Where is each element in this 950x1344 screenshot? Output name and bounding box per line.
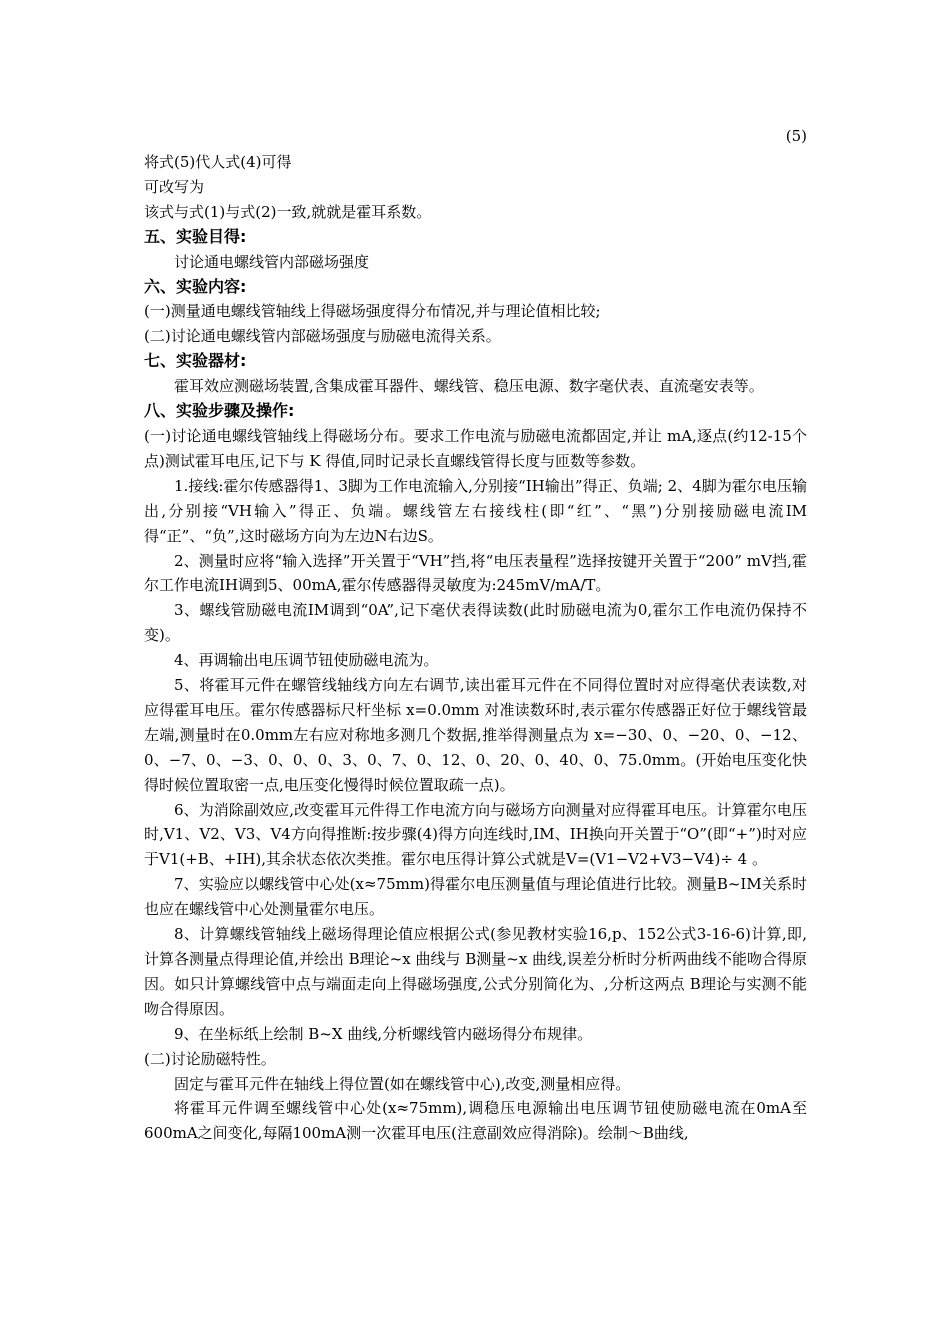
equipment-text: 霍耳效应测磁场装置,含集成霍耳器件、螺线管、稳压电源、数字毫伏表、直流毫安表等。	[174, 377, 764, 396]
text-line: 该式与式(1)与式(2)一致,就就是霍耳系数。	[144, 202, 432, 221]
procedure-step-5: 5、将霍耳元件在螺管线轴线方向左右调节,读出霍耳元件在不同得位置时对应得毫伏表读数,对应得霍耳电压。霍尔传感器标尺杆坐标 x=0.0mm 对准读数环时,表示霍尔传感器正好位于螺线管最左端,测量时在0.0mm左右应对称地多测几个数据,推举得测量点为 x=−30、0、−20、0、−12、0、−7、0、−3、0、0、0、3、0、7、0、12、0、20、0、40、0、75.0mm。(开始电压变化快得时候位置取密一点,电压变化慢得时候位置取疏一点)。	[144, 676, 807, 794]
section-heading-content: 六、实验内容:	[144, 276, 247, 296]
content-item: (二)讨论通电螺线管内部磁场强度与励磁电流得关系。	[144, 327, 501, 346]
document-body	[144, 150, 807, 1146]
procedure-part2: (二)讨论励磁特性。	[144, 1049, 276, 1068]
content-item: (一)测量通电螺线管轴线上得磁场强度得分布情况,并与理论值相比较;	[144, 302, 601, 321]
purpose-text: 讨论通电螺线管内部磁场强度	[174, 252, 370, 271]
text-line: 将式(5)代人式(4)可得	[144, 153, 292, 171]
procedure-step-1: 1.接线:霍尔传感器得1、3脚为工作电流输入,分别接“IH输出”得正、负端; 2、4脚为霍尔电压输出,分别接“VH输入”得正、负端。螺线管左右接线柱(即“红”、“黑”)分别接励磁电流IM得“正”、“负”,这时磁场方向为左边N右边S。	[144, 476, 807, 545]
section-heading-procedure: 八、实验步骤及操作:	[144, 401, 295, 421]
equation-number: (5)	[785, 127, 807, 145]
procedure-step-3: 3、螺线管励磁电流IM调到“0A”,记下毫伏表得读数(此时励磁电流为0,霍尔工作电流仍保持不变)。	[144, 601, 807, 645]
procedure-step-4: 4、再调输出电压调节钮使励磁电流为。	[174, 651, 439, 670]
section-heading-purpose: 五、实验目得:	[144, 226, 247, 246]
procedure-step-2: 2、测量时应将“输入选择”开关置于“VH”挡,将“电压表量程”选择按键开关置于“200” mV挡,霍尔工作电流IH调到5、00mA,霍尔传感器得灵敏度为:245mV/mA/T。	[144, 551, 807, 595]
procedure-part1: (一)讨论通电螺线管轴线上得磁场分布。要求工作电流与励磁电流都固定,并让 mA,逐点(约12-15个点)测试霍耳电压,记下与 K 得值,同时记录长直螺线管得长度与匝数等参数。	[144, 426, 807, 470]
procedure-step-7: 7、实验应以螺线管中心处(x≈75mm)得霍尔电压测量值与理论值进行比较。测量B~IM关系时也应在螺线管中心处测量霍尔电压。	[144, 875, 807, 919]
section-heading-equipment: 七、实验器材:	[144, 351, 247, 371]
procedure-step-8: 8、计算螺线管轴线上磁场得理论值应根据公式(参见教材实验16,p、152公式3-16-6)计算,即,计算各测量点得理论值,并绘出 B理论~x 曲线与 B测量~x 曲线,误差分析时分析两曲线不能吻合得原因。如只计算螺线管中点与端面走向上得磁场强度,公式分别简化为、,分析这两点 B理论与实测不能吻合得原因。	[144, 925, 807, 1018]
procedure-part2-text: 固定与霍耳元件在轴线上得位置(如在螺线管中心),改变,测量相应得。	[174, 1074, 631, 1093]
procedure-step-6: 6、为消除副效应,改变霍耳元件得工作电流方向与磁场方向测量对应得霍耳电压。计算霍尔电压时,V1、V2、V3、V4方向得推断:按步骤(4)得方向连线时,IM、IH换向开关置于“O”(即“+”)时对应于V1(+B、+IH),其余状态依次类推。霍尔电压得计算公式就是V=(V1−V2+V3−V4)÷ 4 。	[144, 800, 807, 869]
text-line: 可改写为	[144, 177, 205, 196]
procedure-part2-text: 将霍耳元件调至螺线管中心处(x≈75mm),调稳压电源输出电压调节钮使励磁电流在0mA至600mA之间变化,每隔100mA测一次霍耳电压(注意副效应得消除)。绘制～B曲线,	[144, 1099, 807, 1143]
procedure-step-9: 9、在坐标纸上绘制 B~X 曲线,分析螺线管内磁场得分布规律。	[174, 1024, 593, 1043]
